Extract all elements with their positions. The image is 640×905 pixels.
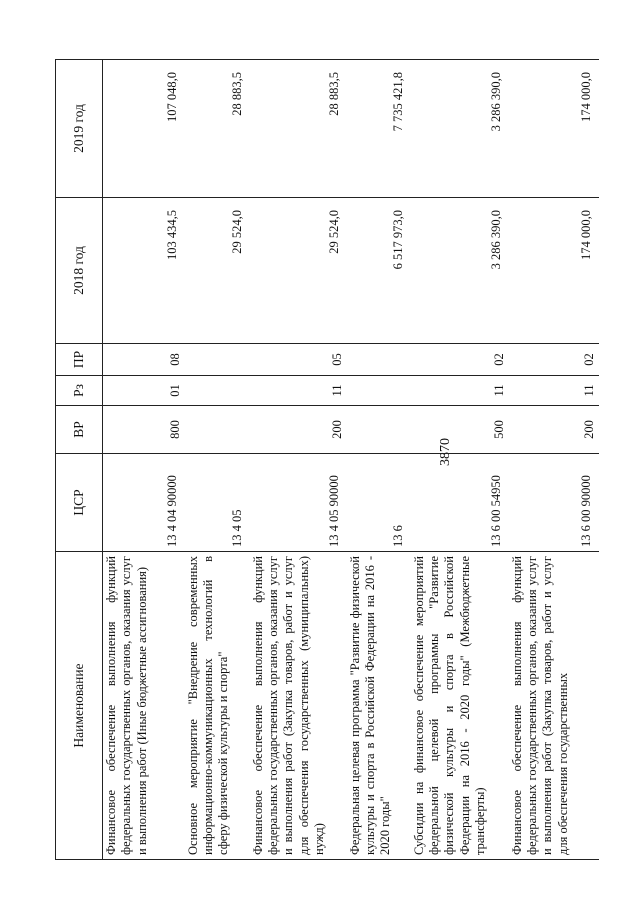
- row-2019: 28 883,5: [250, 60, 347, 198]
- row-csr: 13 4 05: [185, 454, 250, 552]
- row-2019: 3 286 390,0: [411, 60, 509, 198]
- row-2019: 174 000,0: [509, 60, 599, 198]
- row-2018: 103 434,5: [103, 198, 185, 344]
- row-vr: 500: [411, 406, 509, 454]
- row-2018: 6 517 973,0: [347, 198, 411, 344]
- row-pr: 08: [103, 344, 185, 376]
- row-rz: 01: [103, 376, 185, 406]
- row-vr: [347, 406, 411, 454]
- row-csr: 13 6 00 90000: [509, 454, 599, 552]
- row-csr: 13 4 05 90000: [250, 454, 347, 552]
- row-2018: 29 524,0: [185, 198, 250, 344]
- header-pr: ПР: [56, 344, 103, 376]
- header-csr: ЦСР: [56, 454, 103, 552]
- row-vr: 200: [509, 406, 599, 454]
- header-rz: Рз: [56, 376, 103, 406]
- row-2019: 28 883,5: [185, 60, 250, 198]
- row-csr: 13 4 04 90000: [103, 454, 185, 552]
- row-vr: 800: [103, 406, 185, 454]
- row-2019: 107 048,0: [103, 60, 185, 198]
- row-rz: [185, 376, 250, 406]
- table-row: [103, 60, 185, 860]
- budget-table: [55, 59, 599, 860]
- row-2018: 29 524,0: [250, 198, 347, 344]
- row-rz: 11: [509, 376, 599, 406]
- row-csr: 13 6 00 54950: [411, 454, 509, 552]
- row-pr: 02: [509, 344, 599, 376]
- page-number: 3870: [438, 438, 453, 466]
- row-2018: 3 286 390,0: [411, 198, 509, 344]
- row-name: Субсидии на финансовое обеспечение мероприятий федеральной целевой программы "Развитие физической культуры и спорта в Российской Федерации на 2016 - 2020 годы" (Межбюджетные трансферты): [411, 552, 509, 860]
- row-name: Основное мероприятие "Внедрение современных информационно-коммуникационных технологий в сферу физической культуры и спорта": [185, 552, 250, 860]
- table-row: [509, 60, 599, 860]
- row-rz: [347, 376, 411, 406]
- header-name: Наименование: [56, 552, 103, 860]
- table-row: [250, 60, 347, 860]
- table-row: [411, 60, 509, 860]
- row-2019: 7 735 421,8: [347, 60, 411, 198]
- row-vr: 200: [250, 406, 347, 454]
- row-2018: 174 000,0: [509, 198, 599, 344]
- row-vr: [185, 406, 250, 454]
- row-name: Финансовое обеспечение выполнения функций федеральных государственных органов, оказания услуг и выполнения работ (Иные бюджетные ассигнования): [103, 552, 185, 860]
- header-row: [56, 60, 103, 860]
- row-rz: 11: [411, 376, 509, 406]
- row-rz: 11: [250, 376, 347, 406]
- row-csr: 13 6: [347, 454, 411, 552]
- header-2018: 2018 год: [56, 198, 103, 344]
- row-pr: 05: [250, 344, 347, 376]
- header-2019: 2019 год: [56, 60, 103, 198]
- table-row: [185, 60, 250, 860]
- header-vr: ВР: [56, 406, 103, 454]
- row-name: Финансовое обеспечение выполнения функций федеральных государственных органов, оказания услуг и выполнения работ (Закупка товаров, работ и услуг для обеспечения государственных (муниципальных) нужд): [250, 552, 347, 860]
- row-name: Финансовое обеспечение выполнения функций федеральных государственных органов, оказания услуг и выполнения работ (Закупка товаров, работ и услуг для обеспечения государственных: [509, 552, 599, 860]
- budget-sheet: [55, 60, 595, 860]
- row-pr: [347, 344, 411, 376]
- row-pr: [185, 344, 250, 376]
- row-pr: 02: [411, 344, 509, 376]
- row-name: Федеральная целевая программа "Развитие физической культуры и спорта в Российской Федерации на 2016 - 2020 годы": [347, 552, 411, 860]
- table-row: [347, 60, 411, 860]
